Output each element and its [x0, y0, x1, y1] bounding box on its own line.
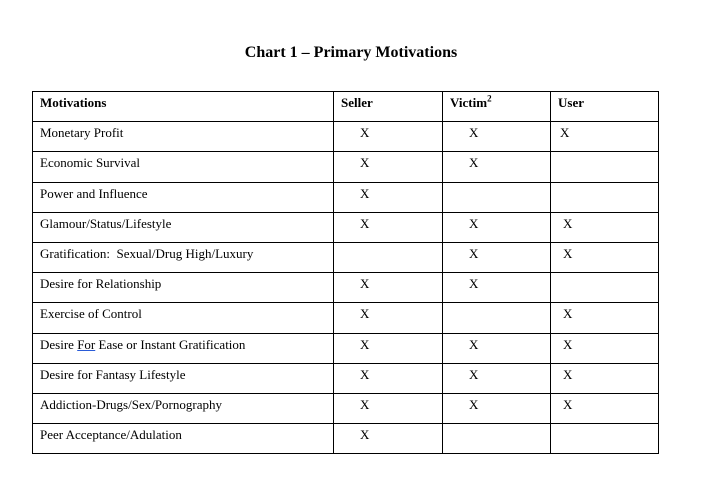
seller-mark — [334, 242, 443, 272]
row-label: Desire for Relationship — [33, 273, 334, 303]
seller-mark: X — [334, 393, 443, 423]
user-mark: X — [551, 303, 659, 333]
user-mark: X — [551, 212, 659, 242]
victim-mark: X — [443, 212, 551, 242]
seller-mark: X — [334, 152, 443, 182]
victim-mark — [443, 424, 551, 454]
row-label: Peer Acceptance/Adulation — [33, 424, 334, 454]
seller-mark: X — [334, 273, 443, 303]
motivations-table — [32, 91, 659, 454]
table-row — [33, 242, 659, 272]
seller-mark: X — [334, 333, 443, 363]
victim-mark: X — [443, 242, 551, 272]
table-row — [33, 424, 659, 454]
seller-mark: X — [334, 212, 443, 242]
table-row — [33, 303, 659, 333]
victim-mark: X — [443, 122, 551, 152]
row-label-end: Ease or Instant Gratification — [95, 336, 246, 352]
row-label: Addiction-Drugs/Sex/Pornography — [33, 393, 334, 423]
row-label-underlined-word: For — [77, 336, 96, 352]
user-mark — [551, 424, 659, 454]
row-label — [33, 333, 334, 363]
user-mark: X — [551, 122, 659, 152]
victim-mark: X — [443, 333, 551, 363]
row-label: Economic Survival — [33, 152, 334, 182]
table-row — [33, 363, 659, 393]
seller-mark: X — [334, 182, 443, 212]
row-label: Desire for Fantasy Lifestyle — [33, 363, 334, 393]
user-mark — [551, 273, 659, 303]
seller-mark: X — [334, 303, 443, 333]
user-mark: X — [551, 363, 659, 393]
seller-mark: X — [334, 122, 443, 152]
header-victim — [443, 92, 551, 122]
seller-mark: X — [334, 424, 443, 454]
victim-mark: X — [443, 273, 551, 303]
table-row — [33, 393, 659, 423]
table-row — [33, 212, 659, 242]
victim-mark — [443, 182, 551, 212]
row-label: Power and Influence — [33, 182, 334, 212]
row-label: Gratification: Sexual/Drug High/Luxury — [33, 242, 334, 272]
victim-mark — [443, 303, 551, 333]
row-label: Exercise of Control — [33, 303, 334, 333]
row-label-start: Desire — [40, 336, 78, 352]
table-row — [33, 152, 659, 182]
table-row — [33, 333, 659, 363]
header-victim-label: Victim — [450, 95, 488, 110]
row-label: Glamour/Status/Lifestyle — [33, 212, 334, 242]
header-seller: Seller — [334, 92, 443, 122]
table-row — [33, 122, 659, 152]
chart-title: Chart 1 – Primary Motivations — [244, 44, 458, 61]
user-mark — [551, 152, 659, 182]
user-mark: X — [551, 393, 659, 423]
victim-mark: X — [443, 363, 551, 393]
user-mark — [551, 182, 659, 212]
seller-mark: X — [334, 363, 443, 393]
victim-mark: X — [443, 152, 551, 182]
footnote-marker: 2 — [487, 93, 492, 104]
table-row — [33, 182, 659, 212]
header-user: User — [551, 92, 659, 122]
table-header-row — [33, 92, 659, 122]
user-mark: X — [551, 242, 659, 272]
header-motivations: Motivations — [33, 92, 334, 122]
table-row — [33, 273, 659, 303]
row-label: Monetary Profit — [33, 122, 334, 152]
victim-mark: X — [443, 393, 551, 423]
user-mark: X — [551, 333, 659, 363]
